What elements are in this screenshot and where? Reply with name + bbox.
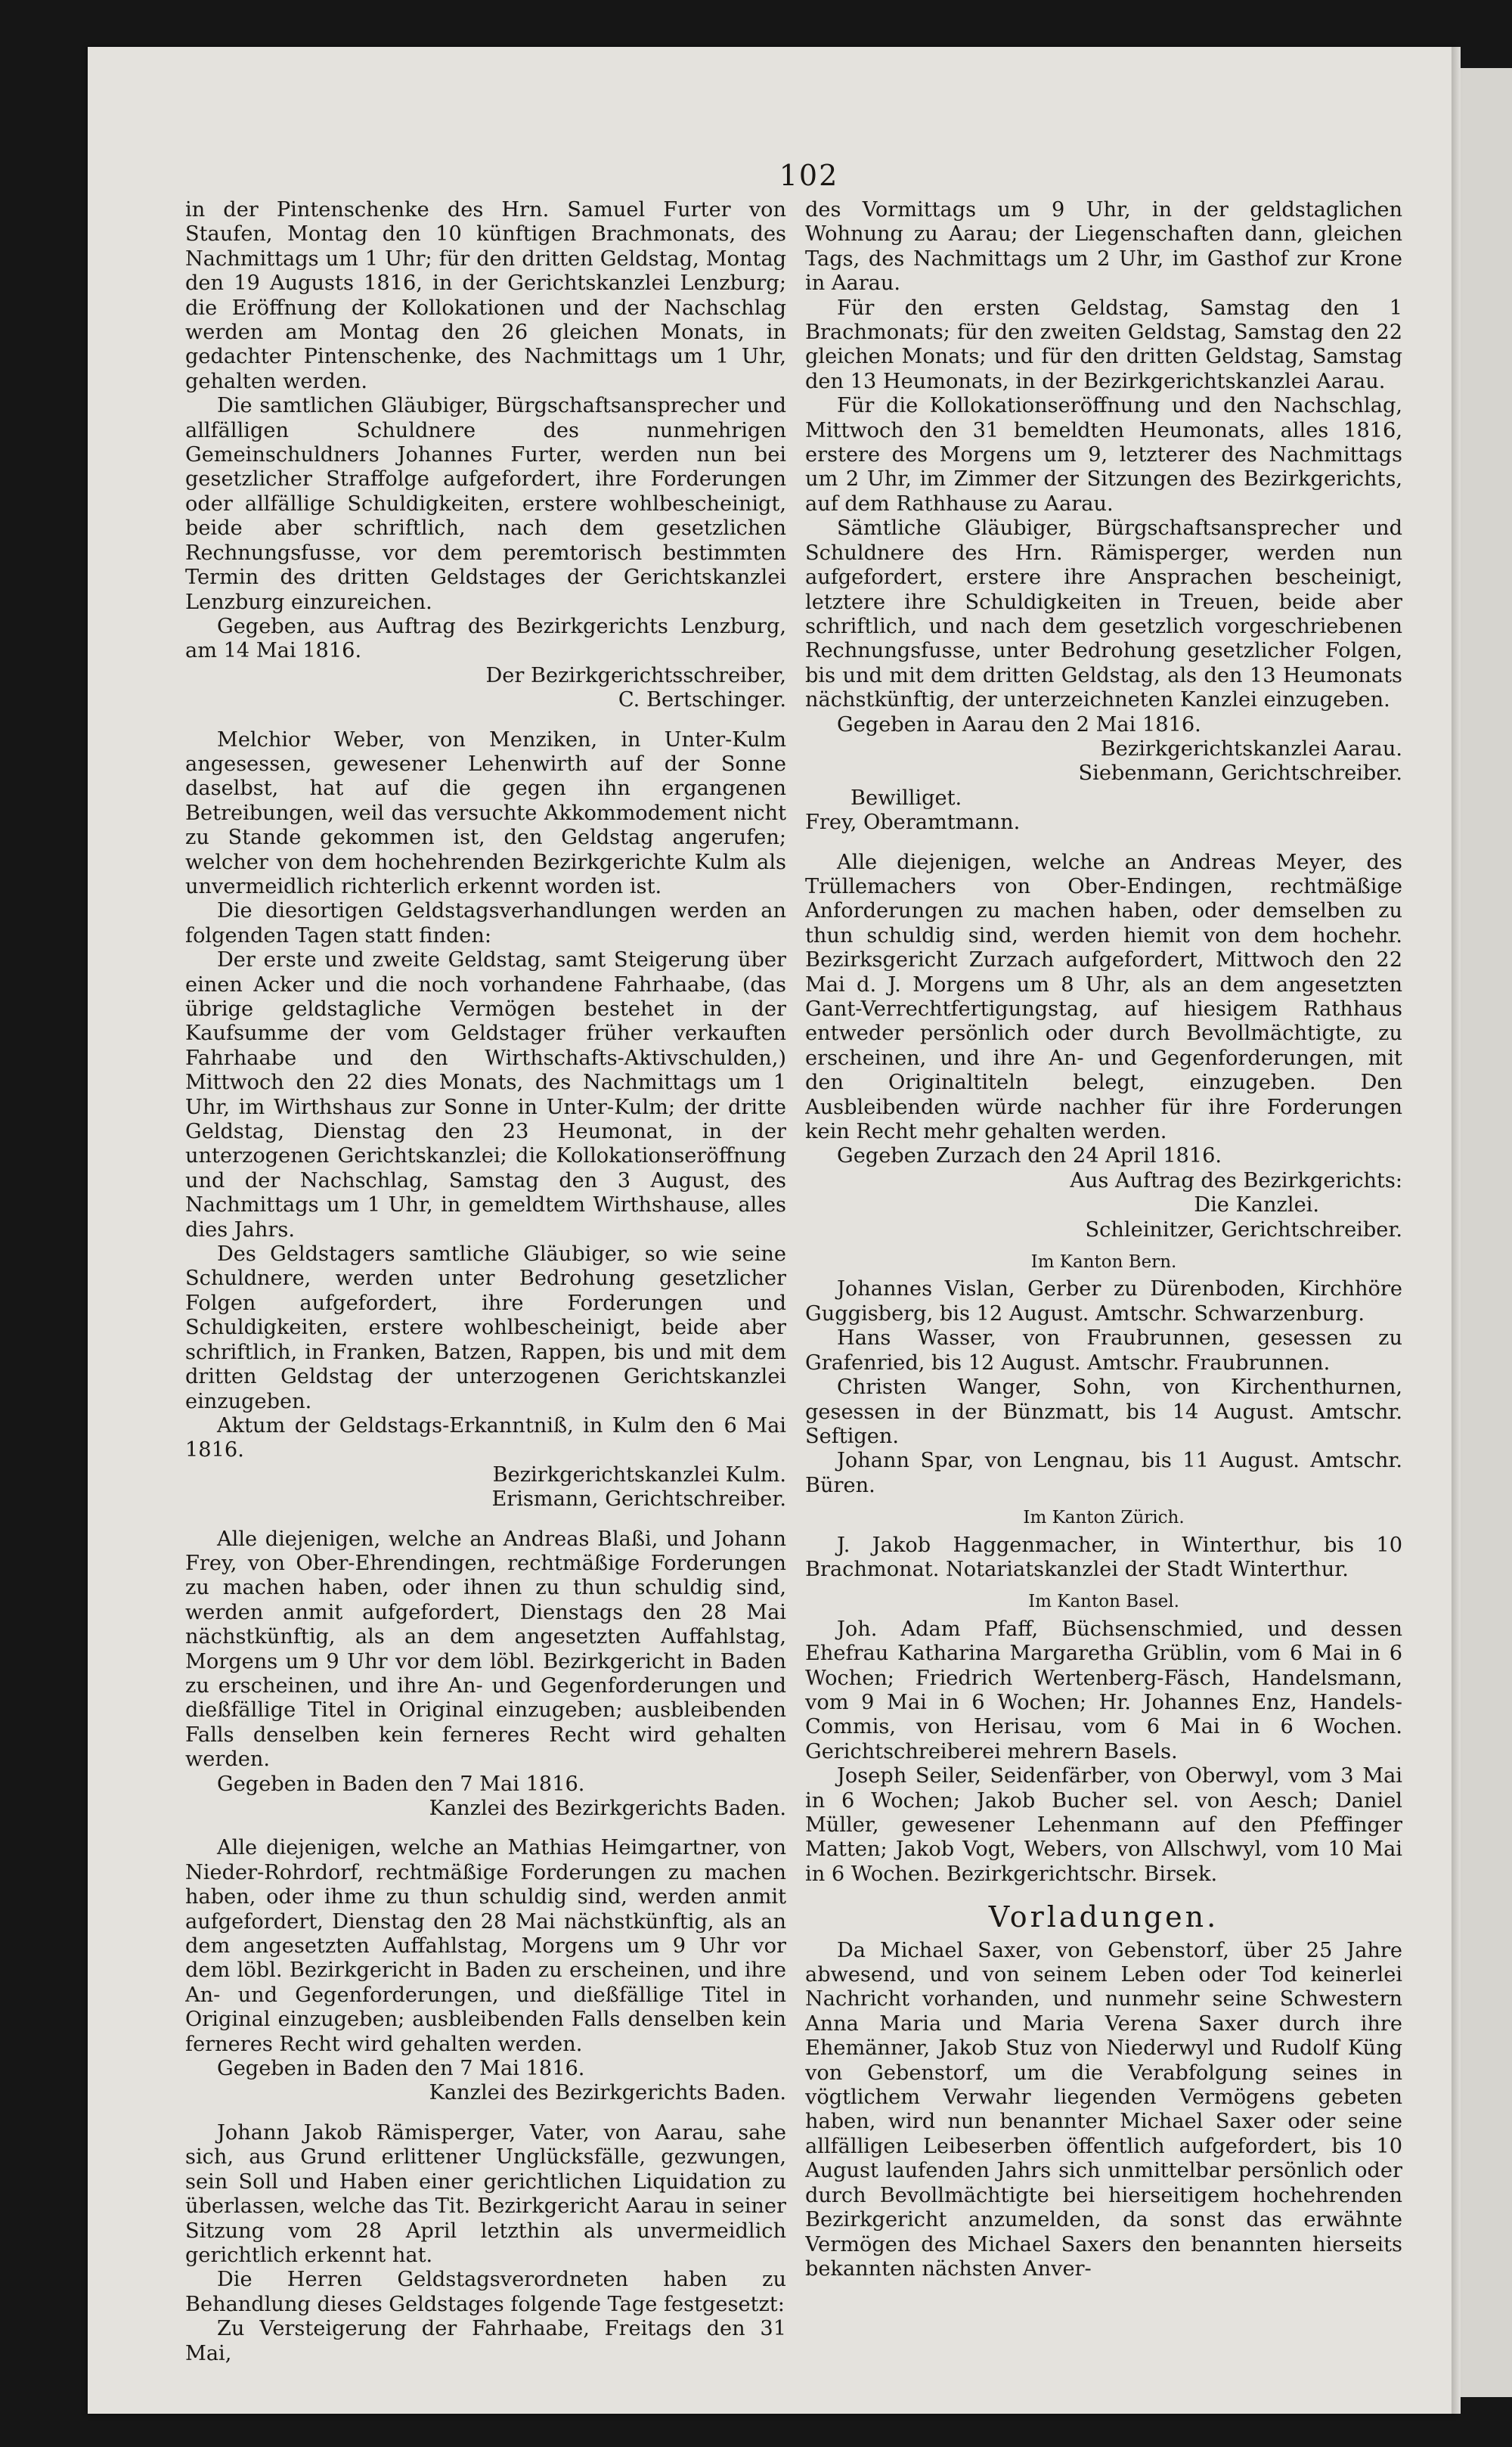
list-item: Joseph Seiler, Seidenfärber, von Oberwyl, vom 3 Mai in 6 Wochen; Jakob Bucher sel. von Aesch; Daniel Müller, gewesener Lehenmann auf den Pfeffinger Matten; Jakob Vogt, Webers, von Allschwyl, vom 10 Mai in 6 Wochen. Bezirkgerichtschr. Birsek. bbox=[805, 1764, 1402, 1886]
paragraph: Aktum der Geldstags-Erkanntniß, in Kulm den 6 Mai 1816. bbox=[185, 1413, 786, 1462]
notice-paragraph: Da Michael Saxer, von Gebenstorf, über 25 Jahre abwesend, und von seinem Leben oder Tod keinerlei Nachricht vorhanden, und nunmehr seine Schwestern Anna Maria und Maria Verena Saxer durch ihre Ehemänner, Jakob Stuz von Niederwyl und Rudolf Küng von Gebenstorf, um die Verabfolgung seines in vögtlichem Verwahr liegenden Vermögens gebeten haben, wird nun benannter Michael Saxer oder seine allfälligen Leibeserben öffentlich aufgefordert, bis 10 August laufenden Jahrs sich unmittelbar persönlich oder durch Bevollmächtigte bei hierseitigem hochehrenden Bezirkgericht anzumelden, da sonst das erwähnte Vermögen des Michael Saxers den benannten hierseits bekannten nächsten Anver- bbox=[805, 1938, 1402, 2281]
list-item: Johannes Vislan, Gerber zu Dürenboden, Kirchhöre Guggisberg, bis 12 August. Amtschr. Schwarzenburg. bbox=[805, 1277, 1402, 1326]
list-item: J. Jakob Haggenmacher, in Winterthur, bis 10 Brachmonat. Notariatskanzlei der Stadt Winterthur. bbox=[805, 1533, 1402, 1581]
paragraph: des Vormittags um 9 Uhr, in der geldstaglichen Wohnung zu Aarau; der Liegenschaften dann, gleichen Tags, des Nachmittags um 2 Uhr, im Gasthof zur Krone in Aarau. bbox=[805, 198, 1402, 296]
paragraph: Gegeben, aus Auftrag des Bezirkgerichts Lenzburg, am 14 Mai 1816. bbox=[185, 614, 786, 663]
list-item: Joh. Adam Pfaff, Büchsenschmied, und dessen Ehefrau Katharina Margaretha Grüblin, vom 6 Mai in 6 Wochen; Friedrich Wertenberg-Fäsch, Handelsmann, vom 9 Mai in 6 Wochen; Hr. Johannes Enz, Handels-Commis, von Herisau, vom 6 Mai in 6 Wochen. Gerichtschreiberei mehrern Basels. bbox=[805, 1617, 1402, 1763]
paragraph: Für die Kollokationseröffnung und den Nachschlag, Mittwoch den 31 bemeldten Heumonats, alles 1816, erstere des Morgens um 9, letzterer des Nachmittags um 2 Uhr, im Zimmer der Sitzungen des Bezirkgerichts, auf dem Rathhause zu Aarau. bbox=[805, 394, 1402, 516]
list-item: Christen Wanger, Sohn, von Kirchenthurnen, gesessen in der Bünzmatt, bis 14 August. Amtschr. Seftigen. bbox=[805, 1375, 1402, 1448]
list-item: Johann Spar, von Lengnau, bis 11 August. Amtschr. Büren. bbox=[805, 1449, 1402, 1497]
page-number: 102 bbox=[779, 159, 839, 192]
paragraph: Zu Versteigerung der Fahrhaabe, Freitags den 31 Mai, bbox=[185, 2317, 786, 2365]
signature-name: Erismann, Gerichtschreiber. bbox=[491, 1487, 786, 1512]
paragraph: in der Pintenschenke des Hrn. Samuel Furter von Staufen, Montag den 10 künftigen Brachmonats, des Nachmittags um 1 Uhr; für den dritten Geldstag, Montag den 19 Augusts 1816, in der Gerichtskanzlei Lenzburg; die Eröffnung der Kollokationen und der Nachschlag werden am Montag den 26 gleichen Monats, in gedachter Pintenschenke, des Nachmittags um 1 Uhr, gehalten werden. bbox=[185, 198, 786, 393]
approval-name: Frey, Oberamtmann. bbox=[805, 811, 1021, 835]
notice-paragraph: Johann Jakob Rämisperger, Vater, von Aarau, sahe sich, aus Grund erlittener Unglücksfälle, gezwungen, sein Soll und Haben einer gerichtlichen Liquidation zu überlassen, welche das Tit. Bezirkgericht Aarau in seiner Sitzung vom 28 April letzthin als unvermeidlich gerichtlich erkennt hat. bbox=[185, 2120, 786, 2267]
paragraph: Sämtliche Gläubiger, Bürgschaftsansprecher und Schuldnere des Hrn. Rämisperger, werden nun aufgefordert, erstere ihre Ansprachen bescheinigt, letztere ihre Schuldigkeiten in Treuen, beide aber schriftlich, und nach dem gesetzlich vorgeschriebenen Rechnungsfusse, unter Bedrohung gesetzlicher Folgen, bis und mit dem dritten Geldstag, als den 13 Heumonats nächstkünftig, der unterzeichneten Kanzlei einzugeben. bbox=[805, 516, 1402, 712]
signature-line: Der Bezirkgerichtsschreiber, bbox=[485, 663, 786, 687]
signature-line: Kanzlei des Bezirkgerichts Baden. bbox=[429, 1797, 786, 1820]
section-heading-vorladungen: Vorladungen. bbox=[988, 1900, 1219, 1934]
list-item: Hans Wasser, von Fraubrunnen, gesessen zu Grafenried, bis 12 August. Amtschr. Fraubrunnen. bbox=[805, 1326, 1402, 1375]
notice-paragraph: Alle diejenigen, welche an Andreas Meyer, des Trüllemachers von Ober-Endingen, rechtmäßige Anforderungen zu machen haben, oder demselben zu thun schuldig sind, werden hiemit von dem hochehr. Bezirksgericht Zurzach aufgefordert, Mittwoch den 22 Mai d. J. Morgens um 8 Uhr, als an dem angesetzten Gant-Verrechtfertigungstag, auf hiesigem Rathhaus entweder persönlich oder durch Bevollmächtigte, zu erscheinen, und ihre An- und Gegenforderungen, mit den Originaltiteln belegt, einzugeben. Den Ausbleibenden würde nachher für ihre Forderungen kein Recht mehr gehalten werden. bbox=[805, 850, 1402, 1144]
signature-line: Die Kanzlei. bbox=[1194, 1193, 1319, 1217]
notice-paragraph: Alle diejenigen, welche an Andreas Blaßi, und Johann Frey, von Ober-Ehrendingen, rechtmäßige Forderungen zu machen haben, oder ihnen zu thun schuldig sind, werden anmit aufgefordert, Dienstags den 28 Mai nächstkünftig, als an dem angesetzten Auffahlstag, Morgens um 9 Uhr vor dem löbl. Bezirkgericht in Baden zu erscheinen, und ihre An- und Gegenforderungen und dießfällige Titel in Original einzugeben; ausbleibenden Falls denselben kein ferneres Recht wird gehalten werden. bbox=[185, 1527, 786, 1772]
signature-line: Aus Auftrag des Bezirkgerichts: bbox=[1070, 1168, 1402, 1192]
signature-line: Bezirkgerichtskanzlei Kulm. bbox=[492, 1462, 786, 1487]
paragraph: Die diesortigen Geldstagsverhandlungen werden an folgenden Tagen statt finden: bbox=[185, 899, 786, 947]
signature-line: Bezirkgerichtskanzlei Aarau. bbox=[1100, 737, 1402, 761]
paragraph: Der erste und zweite Geldstag, samt Steigerung über einen Acker und die noch vorhandene Fahrhaabe, (das übrige geldstagliche Vermögen bestehet in der Kaufsumme der vom Geldstager früher verkauften Fahrhaabe und den Wirthschafts-Aktivschulden,) Mittwoch den 22 dies Monats, des Nachmittags um 1 Uhr, im Wirthshaus zur Sonne in Unter-Kulm; der dritte Geldstag, Dienstag den 23 Heumonat, in der unterzogenen Gerichtskanzlei; die Kollokationseröffnung und der Nachschlag, Samstag den 3 August, des Nachmittags um 1 Uhr, in gemeldtem Wirthshause, alles dies Jahrs. bbox=[185, 948, 786, 1242]
notice-paragraph: Alle diejenigen, welche an Mathias Heimgartner, von Nieder-Rohrdorf, rechtmäßige Forderungen zu machen haben, oder ihme zu thun schuldig sind, werden anmit aufgefordert, Dienstag den 28 Mai nächstkünftig, als an dem angesetzten Auffahlstag, Morgens um 9 Uhr vor dem löbl. Bezirkgericht in Baden zu erscheinen, und ihre An- und Gegenforderungen, und dießfällige Titel in Original einzugeben; ausbleibenden Falls denselben kein ferneres Recht wird gehalten werden. bbox=[185, 1836, 786, 2056]
approval-line: Bewilliget. bbox=[850, 786, 962, 810]
right-column bbox=[805, 198, 1402, 2395]
notice-paragraph: Melchior Weber, von Menziken, in Unter-Kulm angesessen, gewesener Lehenwirth auf der Sonne daselbst, hat auf die gegen ihn ergangenen Betreibungen, weil das versuchte Akkommodement nicht zu Stande gekommen ist, den Geldstag angerufen; welcher von dem hochehrenden Bezirkgerichte Kulm als unvermeidlich richterlich erkennt worden ist. bbox=[185, 727, 786, 898]
paragraph: Gegeben in Baden den 7 Mai 1816. bbox=[217, 2057, 585, 2081]
signature-name: Schleinitzer, Gerichtschreiber. bbox=[1085, 1217, 1402, 1242]
adjacent-page-edge bbox=[1461, 68, 1512, 2397]
paragraph: Gegeben Zurzach den 24 April 1816. bbox=[837, 1144, 1222, 1168]
paragraph: Des Geldstagers samtliche Gläubiger, so wie seine Schuldnere, werden unter Bedrohung gesetzlicher Folgen aufgefordert, ihre Forderungen und Schuldigkeiten, erstere wohlbescheinigt, beide aber schriftlich, in Franken, Batzen, Rappen, bis und mit dem dritten Geldstag der unterzogenen Gerichtskanzlei einzugeben. bbox=[185, 1242, 786, 1413]
page-fold-shadow bbox=[1452, 47, 1461, 2414]
signature-name: Siebenmann, Gerichtschreiber. bbox=[1078, 761, 1402, 786]
paragraph: Gegeben in Baden den 7 Mai 1816. bbox=[217, 1772, 585, 1796]
paragraph: Für den ersten Geldstag, Samstag den 1 Brachmonats; für den zweiten Geldstag, Samstag den 22 gleichen Monats; und für den dritten Geldstag, Samstag den 13 Heumonats, in der Bezirkgerichtskanzlei Aarau. bbox=[805, 296, 1402, 393]
section-heading-zuerich: Im Kanton Zürich. bbox=[1023, 1508, 1185, 1528]
left-column bbox=[185, 198, 786, 2395]
section-heading-bern: Im Kanton Bern. bbox=[1030, 1252, 1177, 1273]
section-heading-basel: Im Kanton Basel. bbox=[1028, 1592, 1179, 1612]
paragraph: Gegeben in Aarau den 2 Mai 1816. bbox=[837, 712, 1201, 737]
paragraph: Die samtlichen Gläubiger, Bürgschaftsansprecher und allfälligen Schuldnere des nunmehrigen Gemeinschuldners Johannes Furter, werden nun bei gesetzlicher Straffolge aufgefordert, ihre Forderungen oder allfällige Schuldigkeiten, erstere wohlbescheinigt, beide aber schriftlich, nach dem gesetzlichen Rechnungsfusse, vor dem peremtorisch bestimmten Termin des dritten Geldstages der Gerichtskanzlei Lenzburg einzureichen. bbox=[185, 394, 786, 614]
signature-line: Kanzlei des Bezirkgerichts Baden. bbox=[429, 2081, 786, 2105]
signature-name: C. Bertschinger. bbox=[618, 688, 786, 712]
paragraph: Die Herren Geldstagsverordneten haben zu Behandlung dieses Geldstages folgende Tage festgesetzt: bbox=[185, 2268, 786, 2316]
